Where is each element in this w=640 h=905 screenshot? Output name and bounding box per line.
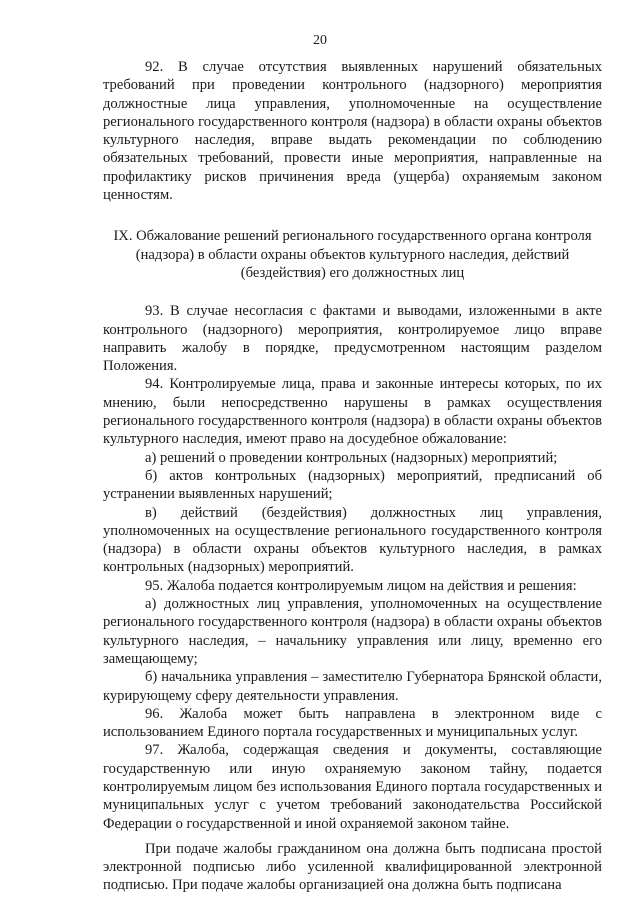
list-item-94a: а) решений о проведении контрольных (надзорных) мероприятий; — [145, 449, 558, 466]
paragraph-97: 97. Жалоба, содержащая сведения и документы, составляющие государственную или иную охраняемую законом тайну, подается контролируемым лицом без использования Единого портала государственных и муниципальных услуг с учетом требований законодательства Российской Федерации о государственной и иной охраняемой законом тайне. — [103, 742, 602, 832]
paragraph-93: 93. В случае несогласия с фактами и выводами, изложенными в акте контрольного (надзорного) мероприятия, контролируемое лицо вправе направить жалобу в порядке, предусмотренном настоящим разделом Положения. — [103, 303, 602, 375]
paragraph-92: 92. В случае отсутствия выявленных нарушений обязательных требований при проведении контрольного (надзорного) мероприятия должностные лица управления, уполномоченные на осуществление регионального государственного контроля (надзора) в области охраны объектов культурного наследия, вправе выдать рекомендации по соблюдению обязательных требований, провести иные мероприятия, направленные на профилактику рисков причинения вреда (ущерба) охраняемым законом ценностям. — [103, 59, 602, 204]
paragraph-signature: При подаче жалобы гражданином она должна быть подписана простой электронной подписью либо усиленной квалифицированной электронной подписью. При подаче жалобы организацией она должна быть подписана — [103, 840, 602, 894]
document-body — [103, 58, 602, 895]
paragraph-95: 95. Жалоба подается контролируемым лицом на действия и решения: — [145, 577, 577, 594]
paragraph-96: 96. Жалоба может быть направлена в электронном виде с использованием Единого портала государственных и муниципальных услуг. — [103, 705, 602, 741]
list-item-95a: а) должностных лиц управления, уполномоченных на осуществление регионального государственного контроля (надзора) в области охраны объектов культурного наследия, – начальнику управления или лицу, временно его замещающему; — [103, 596, 602, 667]
paragraph-94: 94. Контролируемые лица, права и законные интересы которых, по их мнению, были непосредственно нарушены в рамках осуществления регионального государственного контроля (надзора) в области охраны объектов культурного наследия, имеют право на досудебное обжалование: — [103, 376, 602, 448]
section-heading: IX. Обжалование решений регионального государственного органа контроля (надзора) в области охраны объектов культурного наследия, действий (бездействия) его должностных лиц — [113, 228, 592, 281]
page-number: 20 — [313, 33, 327, 48]
list-item-94b: б) актов контрольных (надзорных) мероприятий, предписаний об устранении выявленных нарушений; — [103, 467, 602, 503]
list-item-94c: в) действий (бездействия) должностных лиц управления, уполномоченных на осуществление регионального государственного контроля (надзора) в области охраны объектов культурного наследия, в рамках контрольных (надзорных) мероприятий. — [103, 504, 602, 576]
paragraph-gap — [103, 833, 602, 840]
list-item-95b: б) начальника управления – заместителю Губернатора Брянской области, курирующему сферу деятельности управления. — [103, 669, 602, 704]
